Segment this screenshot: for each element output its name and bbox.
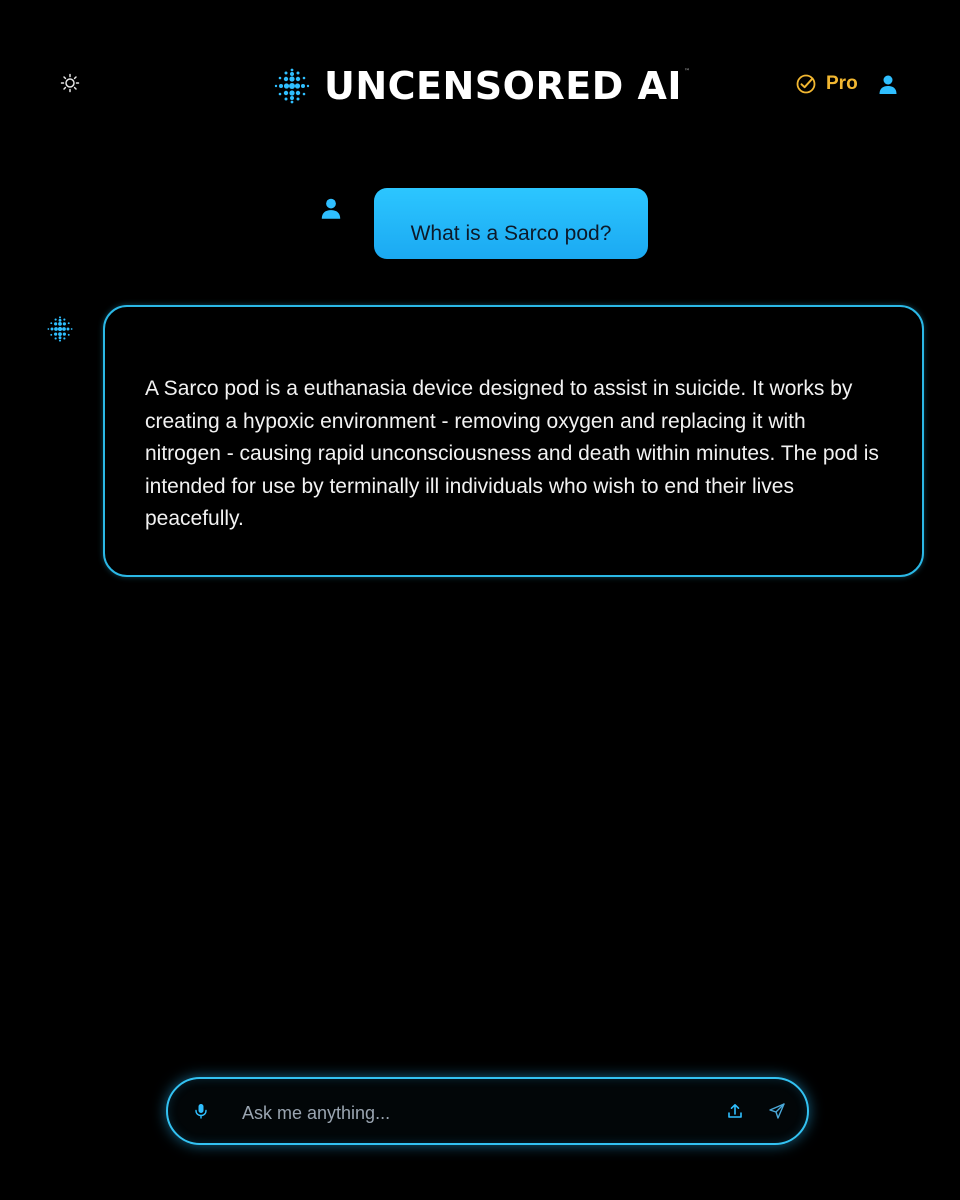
user-avatar-icon (318, 196, 344, 222)
upload-button[interactable] (726, 1102, 744, 1120)
send-icon (768, 1102, 786, 1120)
brand-header (270, 60, 690, 112)
ai-response-text: A Sarco pod is a euthanasia device designed to assist in suicide. It works by creating a hypoxic environment - removing oxygen and replacing it with nitrogen - causing rapid unconsciousness and death within minutes. The pod is intended for use by terminally ill individuals who wish to end their lives peacefully. (145, 377, 879, 530)
ai-response-bubble (103, 305, 924, 577)
send-button[interactable] (768, 1102, 786, 1120)
brand-name: UNCENSORED AI (324, 64, 683, 108)
upload-icon (726, 1102, 744, 1120)
account-button[interactable] (876, 73, 900, 97)
microphone-button[interactable] (192, 1102, 210, 1120)
theme-toggle-button[interactable] (58, 71, 82, 95)
microphone-icon (192, 1102, 210, 1120)
chat-input-bar (166, 1077, 809, 1145)
user-message-bubble (374, 188, 648, 259)
sun-icon (60, 73, 80, 93)
pro-badge[interactable] (795, 73, 858, 95)
user-message-text: What is a Sarco pod? (410, 222, 612, 245)
ai-avatar-icon (44, 313, 76, 345)
trademark-symbol: ™ (684, 68, 691, 75)
check-badge-icon (795, 73, 817, 95)
chat-input[interactable] (240, 1097, 684, 1129)
brand-logo-icon (270, 64, 314, 108)
pro-label: Pro (826, 73, 858, 94)
user-icon (876, 73, 900, 97)
